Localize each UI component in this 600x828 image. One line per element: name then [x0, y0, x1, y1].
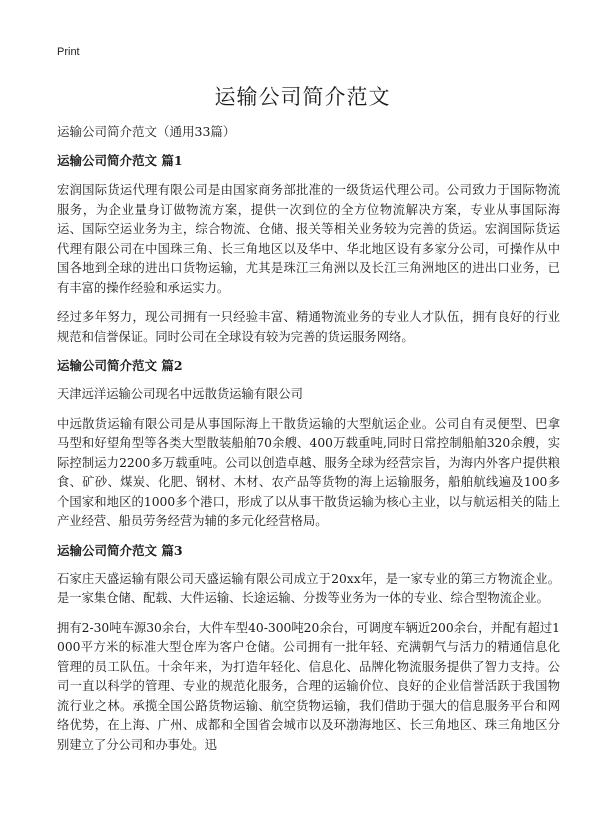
document-subtitle: 运输公司简介范文（通用33篇）	[57, 124, 236, 139]
print-link[interactable]: Print	[57, 46, 80, 58]
paragraph: 石家庄天盛运输有限公司天盛运输有限公司成立于20xx年，是一家专业的第三方物流企业。是一家集仓储、配载、大件运输、长途运输、分拨等业务为一体的专业、综合型物流企业。	[57, 571, 560, 605]
section-1	[57, 151, 560, 347]
section-heading: 运输公司简介范文 篇2	[57, 358, 183, 373]
paragraph: 中远散货运输有限公司是从事国际海上干散货运输的大型航运企业。公司自有灵便型、巴拿马型和好望角型等各类大型散装船舶70余艘、400万载重吨,同时日常控制船舶320余艘，实际控制运力2200多万载重吨。公司以创造卓越、服务全球为经营宗旨，为海内外客户提供粮食、矿砂、煤炭、化肥、钢材、木材、农产品等货物的海上运输服务，船舶航线遍及100多个国家和地区的1000多个港口，形成了以从事干散货运输为核心主业，以与航运相关的陆上产业经营、船员劳务经营为辅的多元化经营格局。	[57, 416, 560, 528]
paragraph: 宏润国际货运代理有限公司是由国家商务部批准的一级货运代理公司。公司致力于国际物流服务，为企业量身订做物流方案，提供一次到位的全方位物流解决方案，专业从事国际海运、国际空运业务为主，综合物流、仓储、报关等相关业务较为完善的货运。宏润国际货运代理有限公司在中国珠三角、长三角地区以及华中、华北地区设有多家分公司，可操作从中国各地到全球的进出口货物运输，尤其是珠江三角洲以及长江三角洲地区的进出口业务，已有丰富的操作经验和承运实力。	[57, 183, 560, 295]
section-3	[57, 541, 560, 756]
page-title: 运输公司简介范文	[214, 85, 391, 109]
section-2	[57, 356, 560, 532]
paragraph: 天津远洋运输公司现名中远散货运输有限公司	[57, 387, 303, 401]
section-heading: 运输公司简介范文 篇1	[57, 153, 183, 168]
paragraph: 经过多年努力，现公司拥有一只经验丰富、精通物流业务的专业人才队伍，拥有良好的行业规范和信誉保证。同时公司在全球设有较为完善的货运服务网络。	[57, 310, 560, 344]
section-heading: 运输公司简介范文 篇3	[57, 542, 183, 558]
paragraph: 拥有2-30吨车源30余台，大件车型40-300吨20余台，可调度车辆近200余台，并配有超过1000平方米的标准大型仓库为客户仓储。公司拥有一批年轻、充满朝气与活力的精通信息化管理的员工队伍。十余年来，为打造年轻化、信息化、品牌化物流服务提供了智力支持。公司一直以科学的管理、专业的规范化服务，合理的运输价位、良好的企业信誉活跃于我国物流行业之林。承揽全国公路货物运输、航空货物运输，我们借助于强大的信息服务平台和网络优势，在上海、广州、成都和全国省会城市以及环渤海地区、长三角地区、珠三角地区分别建立了分公司和办事处。迅	[57, 620, 560, 752]
